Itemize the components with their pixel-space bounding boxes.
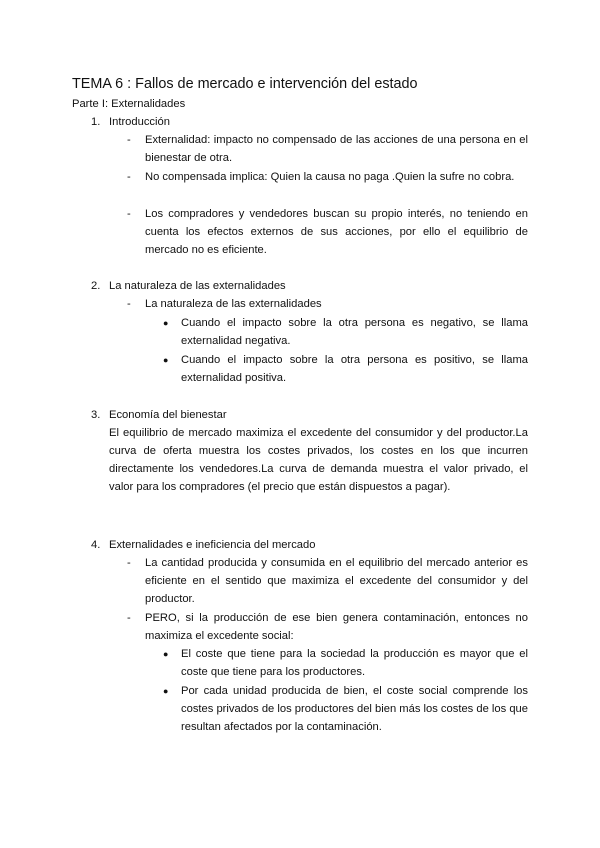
section-number: 1. [91,116,101,128]
section-number: 4. [91,539,101,551]
section-number: 3. [91,409,101,421]
bullet-icon: ● [163,355,169,365]
list-item: La cantidad producida y consumida en el equilibrio del mercado anterior es eficiente en el sentido que maximiza el excedente del consumidor y del productor. [145,557,528,605]
section-heading: Economía del bienestar [109,409,227,421]
list-item: PERO, si la producción de ese bien genera contaminación, entonces no maximiza el excedente social: [145,612,528,642]
section-heading: La naturaleza de las externalidades [109,280,286,292]
bullet-icon: ● [163,649,169,659]
list-item: Externalidad: impacto no compensado de las acciones de una persona en el bienestar de otra. [145,134,528,164]
part-heading: Parte I: Externalidades [72,98,186,110]
dash-marker: - [127,208,131,220]
dash-marker: - [127,171,131,183]
bullet-icon: ● [163,686,169,696]
bullet-item: Cuando el impacto sobre la otra persona es negativo, se llama externalidad negativa. [181,317,528,347]
bullet-icon: ● [163,318,169,328]
bullet-item: Por cada unidad producida de bien, el coste social comprende los costes privados de los productores del bien más los costes de los que resultan afectados por la contaminación. [181,685,529,733]
section-number: 2. [91,280,101,292]
section-heading: Externalidades e ineficiencia del mercado [109,539,316,551]
page-title: TEMA 6 : Fallos de mercado e intervención del estado [72,76,418,92]
list-item: No compensada implica: Quien la causa no paga .Quien la sufre no cobra. [145,171,515,183]
section-paragraph: El equilibrio de mercado maximiza el excedente del consumidor y del productor.La curva de oferta muestra los costes privados, los costes en los que incurren directamente los vendedores.La curva de demanda muestra el valor privado, el valor para los compradores (el precio que están dispuestos a pagar). [109,427,528,493]
list-item: La naturaleza de las externalidades [145,298,322,310]
list-item: Los compradores y vendedores buscan su propio interés, no teniendo en cuenta los efectos externos de sus acciones, por ello el equilibrio de mercado no es eficiente. [145,208,528,256]
dash-marker: - [127,134,131,146]
section-heading: Introducción [109,116,170,128]
dash-marker: - [127,298,131,310]
bullet-item: Cuando el impacto sobre la otra persona es positivo, se llama externalidad positiva. [181,354,528,384]
dash-marker: - [127,557,131,569]
dash-marker: - [127,612,131,624]
bullet-item: El coste que tiene para la sociedad la producción es mayor que el coste que tiene para los productores. [181,648,528,678]
